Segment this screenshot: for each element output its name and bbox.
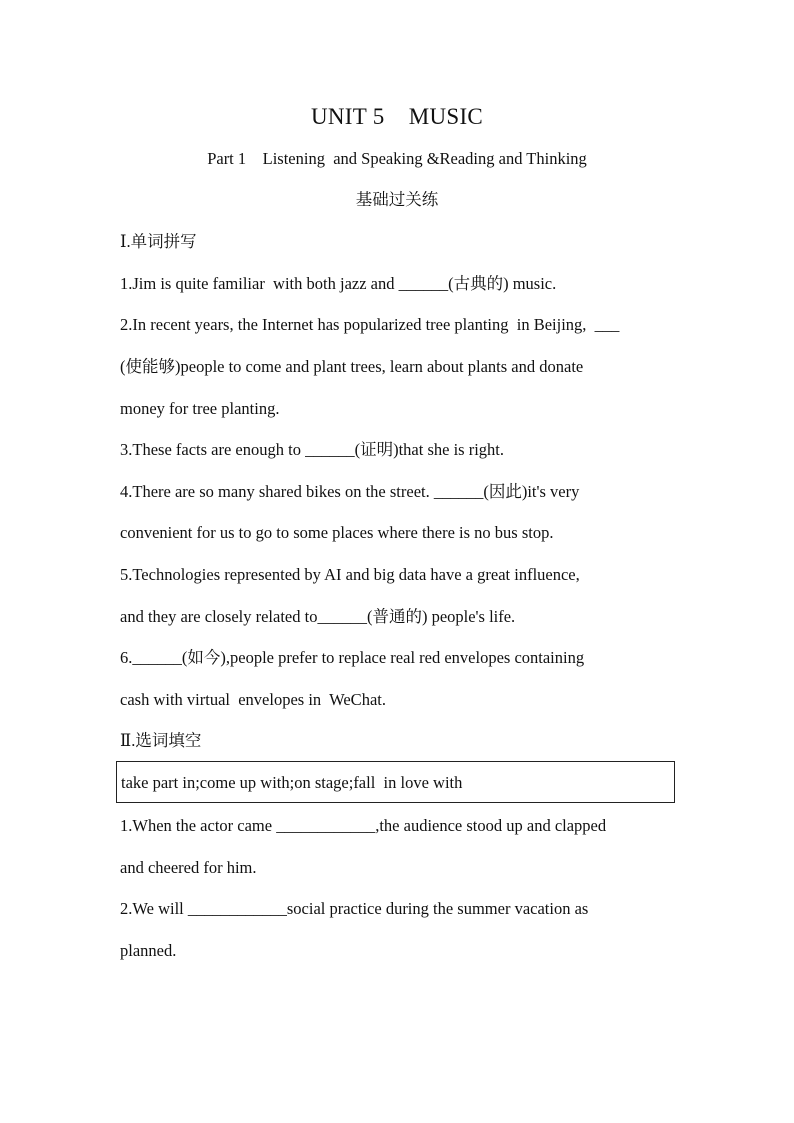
section-heading-fill-in: Ⅱ.选词填空 <box>120 731 202 750</box>
exercise-line: and cheered for him. <box>120 858 257 877</box>
word-bank-box <box>116 761 675 803</box>
exercise-line: (使能够)people to come and plant trees, learn about plants and donate <box>120 357 584 376</box>
exercise-line: money for tree planting. <box>120 399 280 418</box>
section-heading-spelling: Ⅰ.单词拼写 <box>120 232 197 251</box>
exercise-line: 4.There are so many shared bikes on the street. ______(因此)it's very <box>120 482 580 501</box>
exercise-line: 1.When the actor came ____________,the audience stood up and clapped <box>120 816 607 835</box>
exercise-line: 5.Technologies represented by AI and big data have a great influence, <box>120 565 580 584</box>
exercise-line: 6.______(如今),people prefer to replace real red envelopes containing <box>120 648 585 667</box>
exercise-line: convenient for us to go to some places where there is no bus stop. <box>120 523 554 542</box>
exercise-line: cash with virtual envelopes in WeChat. <box>120 690 386 709</box>
exercise-label: 基础过关练 <box>355 190 439 209</box>
page-subtitle: Part 1 Listening and Speaking &Reading and Thinking <box>207 149 587 168</box>
exercise-line: 2.We will ____________social practice during the summer vacation as <box>120 899 589 918</box>
exercise-line: planned. <box>120 941 177 960</box>
exercise-line: 1.Jim is quite familiar with both jazz and ______(古典的) music. <box>120 274 557 293</box>
exercise-line: and they are closely related to______(普通的) people's life. <box>120 607 516 626</box>
word-bank-text: take part in;come up with;on stage;fall in love with <box>121 773 463 792</box>
page-title: UNIT 5 MUSIC <box>310 104 484 129</box>
exercise-line: 2.In recent years, the Internet has popularized tree planting in Beijing, ___ <box>120 315 620 334</box>
exercise-line: 3.These facts are enough to ______(证明)that she is right. <box>120 440 504 459</box>
